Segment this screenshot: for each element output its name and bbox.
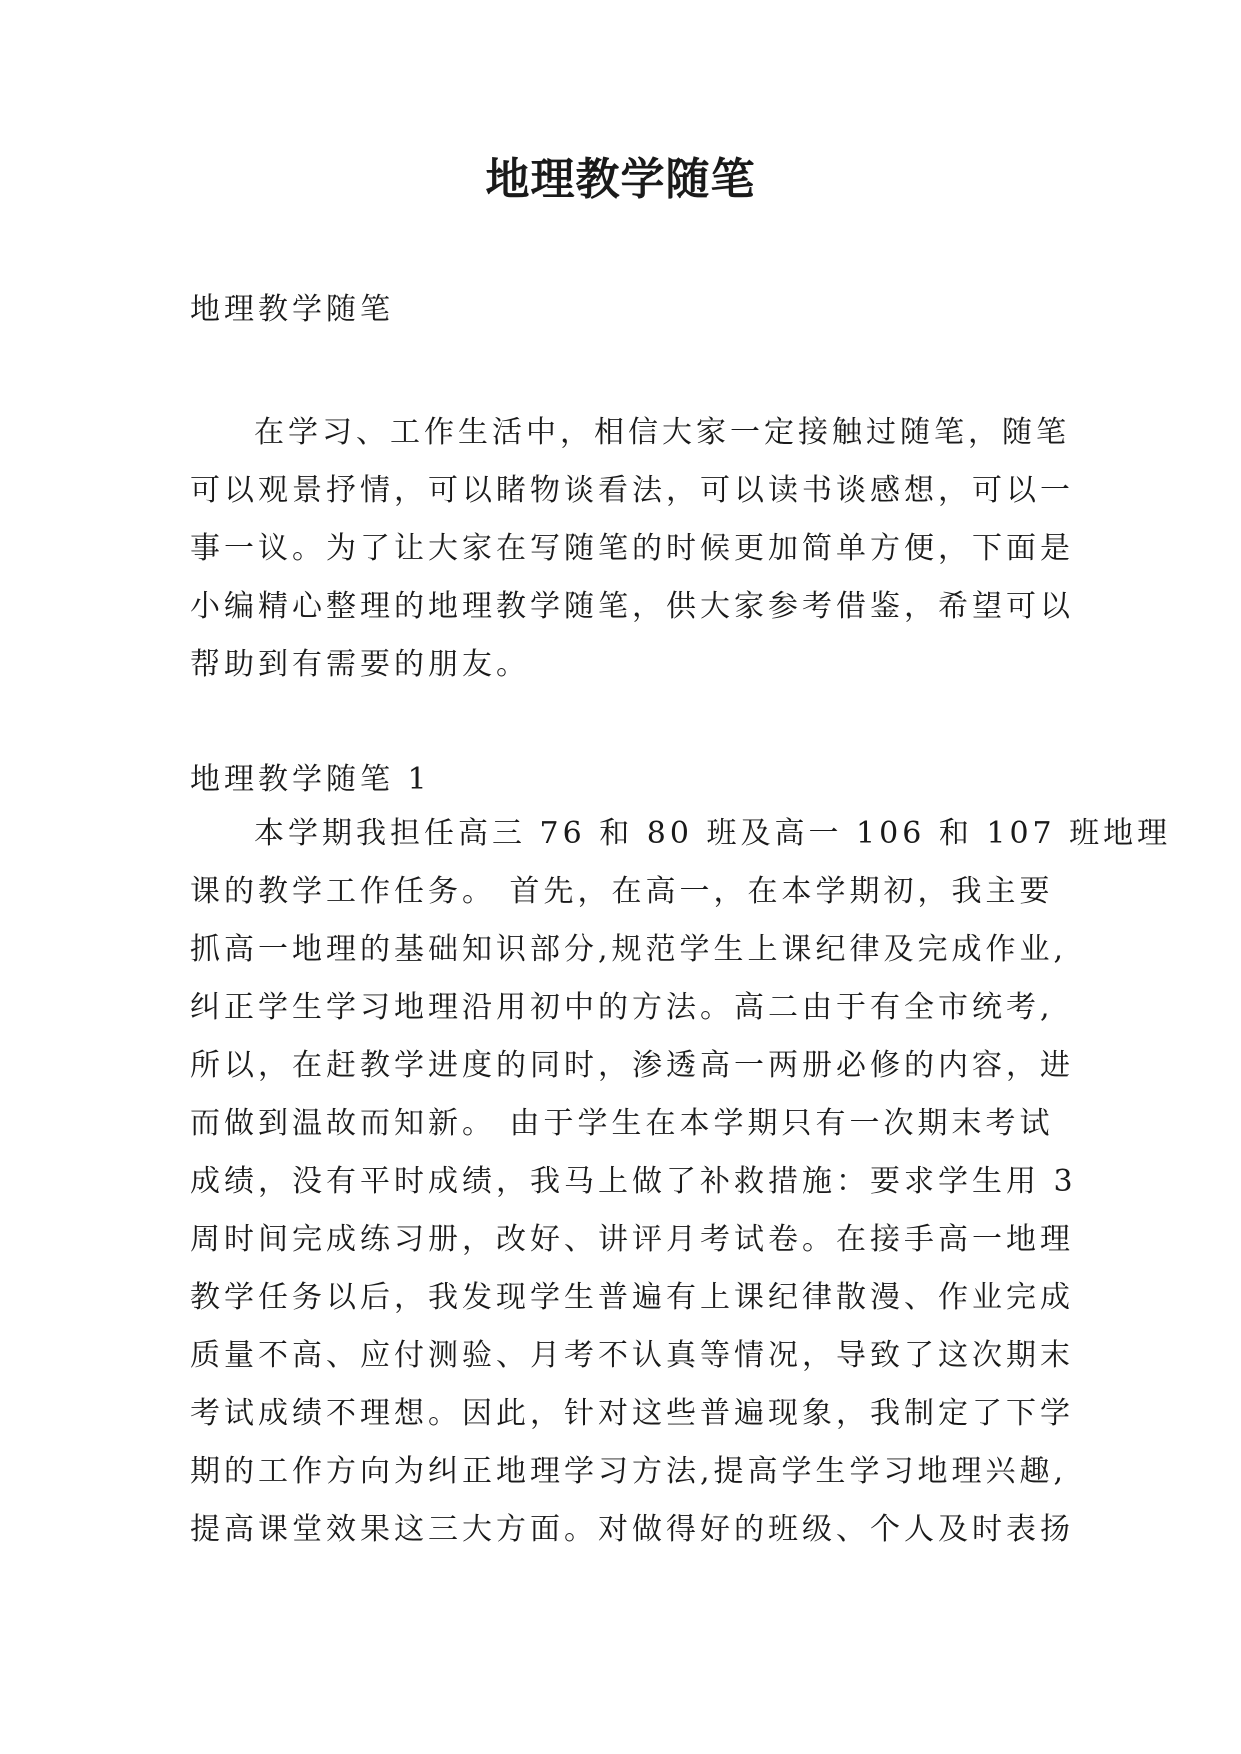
section-heading: 地理教学随笔 1 xyxy=(190,762,431,797)
document-subtitle: 地理教学随笔 xyxy=(190,292,394,327)
intro-line: 在学习、工作生活中，相信大家一定接触过随笔，随笔 xyxy=(254,415,1070,450)
body-line: 教学任务以后，我发现学生普遍有上课纪律散漫、作业完成 xyxy=(190,1280,1074,1315)
body-line: 考试成绩不理想。因此，针对这些普遍现象，我制定了下学 xyxy=(190,1396,1074,1431)
body-paragraph xyxy=(190,805,1172,1559)
intro-line: 帮助到有需要的朋友。 xyxy=(190,647,530,682)
body-line: 所以，在赶教学进度的同时，渗透高一两册必修的内容，进 xyxy=(190,1048,1074,1083)
intro-paragraph xyxy=(190,404,1074,694)
intro-line: 小编精心整理的地理教学随笔，供大家参考借鉴，希望可以 xyxy=(190,589,1074,624)
body-line: 成绩，没有平时成绩，我马上做了补救措施：要求学生用 3 xyxy=(190,1164,1077,1199)
body-line: 质量不高、应付测验、月考不认真等情况，导致了这次期末 xyxy=(190,1338,1074,1373)
body-line: 周时间完成练习册，改好、讲评月考试卷。在接手高一地理 xyxy=(190,1222,1074,1257)
body-line: 提高课堂效果这三大方面。对做得好的班级、个人及时表扬 xyxy=(190,1512,1074,1547)
document-title: 地理教学随笔 xyxy=(485,154,756,205)
body-line: 而做到温故而知新。 由于学生在本学期只有一次期末考试 xyxy=(190,1106,1054,1141)
intro-line: 事一议。为了让大家在写随笔的时候更加简单方便，下面是 xyxy=(190,531,1074,566)
body-line: 本学期我担任高三 76 和 80 班及高一 106 和 107 班地理 xyxy=(254,816,1172,851)
body-line: 期的工作方向为纠正地理学习方法,提高学生学习地理兴趣, xyxy=(190,1454,1068,1489)
body-line: 纠正学生学习地理沿用初中的方法。高二由于有全市统考, xyxy=(190,990,1054,1025)
body-line: 课的教学工作任务。 首先，在高一，在本学期初，我主要 xyxy=(190,874,1054,909)
intro-line: 可以观景抒情，可以睹物谈看法，可以读书谈感想，可以一 xyxy=(190,473,1074,508)
body-line: 抓高一地理的基础知识部分,规范学生上课纪律及完成作业, xyxy=(190,932,1068,967)
